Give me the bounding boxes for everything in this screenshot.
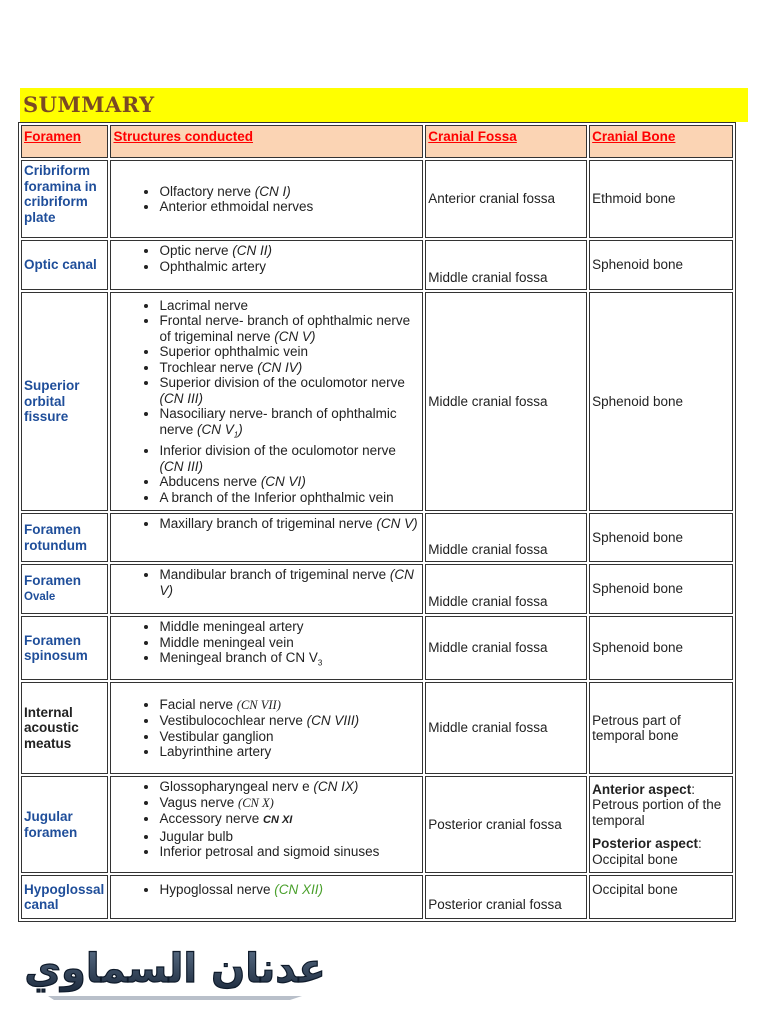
bone-cell: Anterior aspect: Petrous portion of the temporal Posterior aspect: Occipital bone — [589, 776, 733, 873]
foramen-cell: Hypoglossal canal — [21, 875, 108, 919]
list-item: • Inferior petrosal and sigmoid sinuses — [159, 844, 420, 860]
fossa-cell: Middle cranial fossa — [425, 240, 587, 290]
list-item: • Meningeal branch of CN $V_3$ — [159, 650, 420, 671]
bone-cell: Petrous part of temporal bone — [589, 682, 733, 774]
anterior-aspect-value: Petrous portion of the temporal — [592, 797, 722, 828]
fossa-cell: Posterior cranial fossa — [425, 776, 587, 873]
bone-cell: Sphenoid bone — [589, 564, 733, 614]
list-item: • Glossopharyngeal nerv e (CN IX) — [159, 779, 420, 795]
fossa-cell: Middle cranial fossa — [425, 682, 587, 774]
fossa-cell: Middle cranial fossa — [425, 564, 587, 614]
foramen-cell: Foramen rotundum — [21, 513, 108, 562]
header-bone: Cranial Bone — [589, 125, 733, 158]
structures-cell — [110, 292, 423, 511]
fossa-cell: Posterior cranial fossa — [425, 875, 587, 919]
list-item: • Inferior division of the oculomotor nerve (CN III) — [159, 443, 420, 474]
foramen-cell: Jugular foramen — [21, 776, 108, 873]
foramen-sublabel: Ovale — [24, 591, 56, 603]
bone-cell: Sphenoid bone — [589, 240, 733, 290]
foramen-cell: Foramen spinosum — [21, 616, 108, 680]
list-item: • A branch of the Inferior ophthalmic vein — [159, 490, 420, 506]
structures-cell — [110, 616, 423, 680]
table-row — [21, 776, 733, 873]
list-item: • Maxillary branch of trigeminal nerve (CN V) — [159, 516, 420, 532]
list-item: • Middle meningeal vein — [159, 635, 420, 651]
structures-cell — [110, 564, 423, 614]
summary-banner — [20, 88, 748, 122]
foramen-cell: Optic canal — [21, 240, 108, 290]
fossa-cell: Anterior cranial fossa — [425, 160, 587, 238]
list-item: • Abducens nerve (CN VI) — [159, 474, 420, 490]
list-item: • Facial nerve (CN VII) — [159, 697, 420, 714]
fossa-cell: Middle cranial fossa — [425, 616, 587, 680]
fossa-cell: Middle cranial fossa — [425, 513, 587, 562]
header-structures: Structures conducted — [110, 125, 423, 158]
list-item: • Vagus nerve (CN X) — [159, 795, 420, 812]
list-item: • Frontal nerve- branch of ophthalmic nerve of trigeminal nerve (CN V) — [159, 313, 420, 344]
bone-cell: Sphenoid bone — [589, 513, 733, 562]
table-row — [21, 292, 733, 511]
list-item: • Vestibular ganglion — [159, 729, 420, 745]
table-row — [21, 682, 733, 774]
table-row — [21, 564, 733, 614]
structures-cell — [110, 776, 423, 873]
bone-cell: Occipital bone — [589, 875, 733, 919]
foramen-label: Foramen — [24, 572, 82, 588]
list-item: • Anterior ethmoidal nerves — [159, 199, 420, 215]
table-row — [21, 616, 733, 680]
structures-cell — [110, 160, 423, 238]
list-item: • Ophthalmic artery — [159, 259, 420, 275]
signature-text: عدنان السماوي — [24, 946, 326, 992]
structures-cell — [110, 240, 423, 290]
list-item: • Accessory nerve CN XI — [159, 811, 420, 829]
bone-cell: Ethmoid bone — [589, 160, 733, 238]
list-item: • Nasociliary nerve- branch of ophthalmic nerve (CN $V_1$) — [159, 406, 420, 443]
table-row — [21, 240, 733, 290]
table-row — [21, 160, 733, 238]
posterior-aspect-value: Occipital bone — [592, 851, 678, 867]
foramen-cell: Internal acoustic meatus — [21, 682, 108, 774]
list-item: • Olfactory nerve (CN I) — [159, 184, 420, 200]
list-item: • Jugular bulb — [159, 829, 420, 845]
list-item: • Lacrimal nerve — [159, 298, 420, 314]
posterior-aspect-label: Posterior aspect — [592, 836, 698, 852]
structures-cell — [110, 513, 423, 562]
structures-cell — [110, 875, 423, 919]
list-item: • Superior division of the oculomotor nerve (CN III) — [159, 375, 420, 406]
list-item: • Vestibulocochlear nerve (CN VIII) — [159, 713, 420, 729]
foramen-cell: Cribriform foramina in cribriform plate — [21, 160, 108, 238]
list-item: • Trochlear nerve (CN IV) — [159, 360, 420, 376]
list-item: • Hypoglossal nerve (CN XII) — [159, 882, 420, 898]
fossa-cell: Middle cranial fossa — [425, 292, 587, 511]
bone-cell: Sphenoid bone — [589, 292, 733, 511]
header-fossa: Cranial Fossa — [425, 125, 587, 158]
bone-cell: Sphenoid bone — [589, 616, 733, 680]
foramen-cell — [21, 564, 108, 614]
table-row — [21, 875, 733, 919]
list-item: • Middle meningeal artery — [159, 619, 420, 635]
summary-title: SUMMARY — [23, 92, 155, 117]
list-item: • Optic nerve (CN II) — [159, 243, 420, 259]
list-item: • Labyrinthine artery — [159, 744, 420, 760]
list-item: • Superior ophthalmic vein — [159, 344, 420, 360]
anterior-aspect-label: Anterior aspect — [592, 781, 692, 797]
table-row — [21, 513, 733, 562]
structures-cell — [110, 682, 423, 774]
table-header-row — [21, 125, 733, 158]
signature-logo — [24, 934, 326, 1004]
header-foramen: Foramen — [21, 125, 108, 158]
list-item: • Mandibular branch of trigeminal nerve (CN V) — [159, 567, 420, 598]
foramen-cell: Superior orbital fissure — [21, 292, 108, 511]
summary-table — [18, 122, 736, 922]
